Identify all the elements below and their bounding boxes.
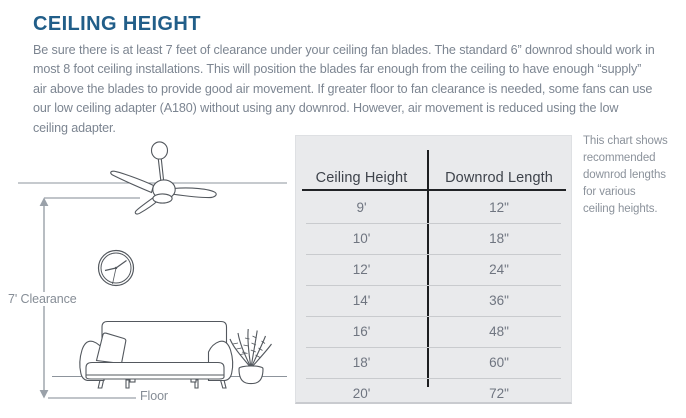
clearance-diagram-art [0,128,290,418]
downrod-length-cell: 12" [489,200,509,215]
page-title: CEILING HEIGHT [33,13,201,35]
ceiling-height-cell: 14' [352,293,371,308]
clearance-diagram [0,128,290,418]
ceiling-height-cell: 18' [352,355,371,370]
downrod-length-cell: 24" [489,262,509,277]
intro-paragraph: Be sure there is at least 7 feet of clearance under your ceiling fan blades. The standard 6” downrod should work in most 8 foot ceiling installations. This will position the blades far enough from the ceiling to have enough “supply” air above the blades to provide good air movement. If greater floor to fan clearance is needed, some fans can use our low ceiling adapter (A180) without using any downrod. However, air movement is reduced using the low ceiling adapter. [33,43,655,135]
downrod-length-cell: 18" [489,231,509,246]
potted-plant-icon [230,329,272,384]
chart-note-line: recommended [583,152,656,164]
floor-label: Floor [140,389,168,403]
table-row [296,347,571,378]
row-separator [306,254,561,255]
table-row [296,223,571,254]
downrod-length-column-header: Downrod Length [445,170,553,186]
ceiling-height-cell: 12' [352,262,371,277]
ceiling-height-cell: 16' [352,324,371,339]
downrod-length-cell: 36" [489,293,509,308]
downrod-length-cell: 60" [489,355,509,370]
ceiling-height-cell: 10' [352,231,371,246]
table-header-row [296,136,571,194]
downrod-length-cell: 48" [489,324,509,339]
row-separator [306,223,561,224]
row-separator [306,316,561,317]
table-row [296,254,571,285]
sofa-icon [80,322,233,389]
downrod-length-table [295,135,572,404]
table-row [296,285,571,316]
clearance-label: 7' Clearance [8,292,77,306]
table-row [296,192,571,223]
downrod-length-cell: 72" [489,386,509,401]
row-separator [306,285,561,286]
chart-note-line: for various [583,186,636,198]
ceiling-height-cell: 20' [352,386,371,401]
ceiling-fan-icon [111,142,217,214]
chart-note [583,133,683,218]
wall-clock-icon [99,251,134,286]
table-row [296,378,571,409]
chart-note-line: downrod lengths [583,169,666,181]
header-rule [302,189,566,191]
row-separator [306,378,561,379]
chart-note-line: ceiling heights. [583,203,658,215]
row-separator [306,347,561,348]
ceiling-height-column-header: Ceiling Height [315,170,408,186]
ceiling-height-cell: 9' [356,200,367,215]
table-row [296,316,571,347]
chart-note-line: This chart shows [583,135,668,147]
table-body [296,192,571,409]
